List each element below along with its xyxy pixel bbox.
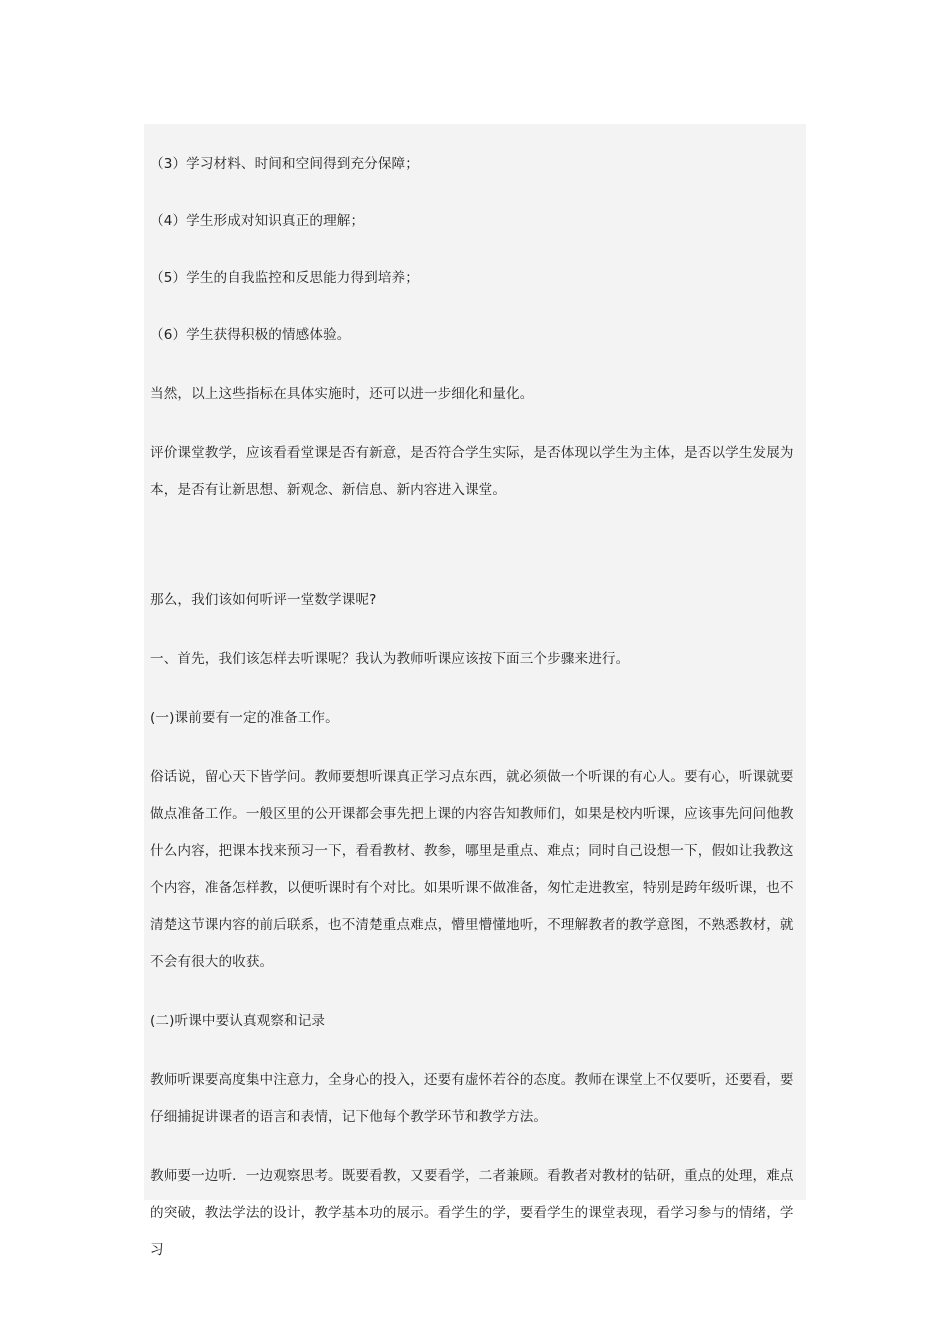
paragraph-observation: 教师听课要高度集中注意力，全身心的投入，还要有虚怀若谷的态度。教师在课堂上不仅要听，还要看，要仔细捕捉讲课者的语言和表情，记下他每个教学环节和教学方法。 [150, 1072, 794, 1125]
list-item-5: （5）学生的自我监控和反思能力得到培养； [150, 270, 419, 286]
paragraph-listening: 教师要一边听．一边观察思考。既要看教，又要看学，二者兼顾。看教者对教材的钻研，重点的处理，难点的突破，教法学法的设计，教学基本功的展示。看学生的学，要看学生的课堂表现，看学习参与的情绪，学习 [150, 1168, 794, 1258]
subsection-heading-1: (一)课前要有一定的准备工作。 [150, 710, 339, 726]
subsection-heading-2: (二)听课中要认真观察和记录 [150, 1013, 326, 1029]
paragraph-preparation: 俗话说，留心天下皆学问。教师要想听课真正学习点东西，就必须做一个听课的有心人。要有心，听课就要做点准备工作。一般区里的公开课都会事先把上课的内容告知教师们，如果是校内听课，应该事先问问他教什么内容，把课本找来预习一下，看看教材、教参，哪里是重点、难点；同时自己设想一下，假如让我教这个内容，准备怎样教，以便听课时有个对比。如果听课不做准备，匆忙走进教室，特别是跨年级听课，也不清楚这节课内容的前后联系，也不清楚重点难点，懵里懵懂地听，不理解教者的教学意图，不熟悉教材，就不会有很大的收获。 [150, 769, 794, 970]
paragraph-question: 那么，我们该如何听评一堂数学课呢? [150, 592, 377, 608]
paragraph-summary: 当然，以上这些指标在具体实施时，还可以进一步细化和量化。 [150, 386, 534, 402]
list-item-4: （4）学生形成对知识真正的理解； [150, 213, 365, 229]
section-heading-1: 一、首先，我们该怎样去听课呢？我认为教师听课应该按下面三个步骤来进行。 [150, 651, 630, 667]
paragraph-evaluation: 评价课堂教学，应该看看堂课是否有新意，是否符合学生实际，是否体现以学生为主体，是否以学生发展为本，是否有让新思想、新观念、新信息、新内容进入课堂。 [150, 445, 794, 498]
list-item-3: （3）学习材料、时间和空间得到充分保障； [150, 156, 419, 172]
document-page [144, 124, 806, 1258]
list-item-6: （6）学生获得积极的情感体验。 [150, 327, 351, 343]
